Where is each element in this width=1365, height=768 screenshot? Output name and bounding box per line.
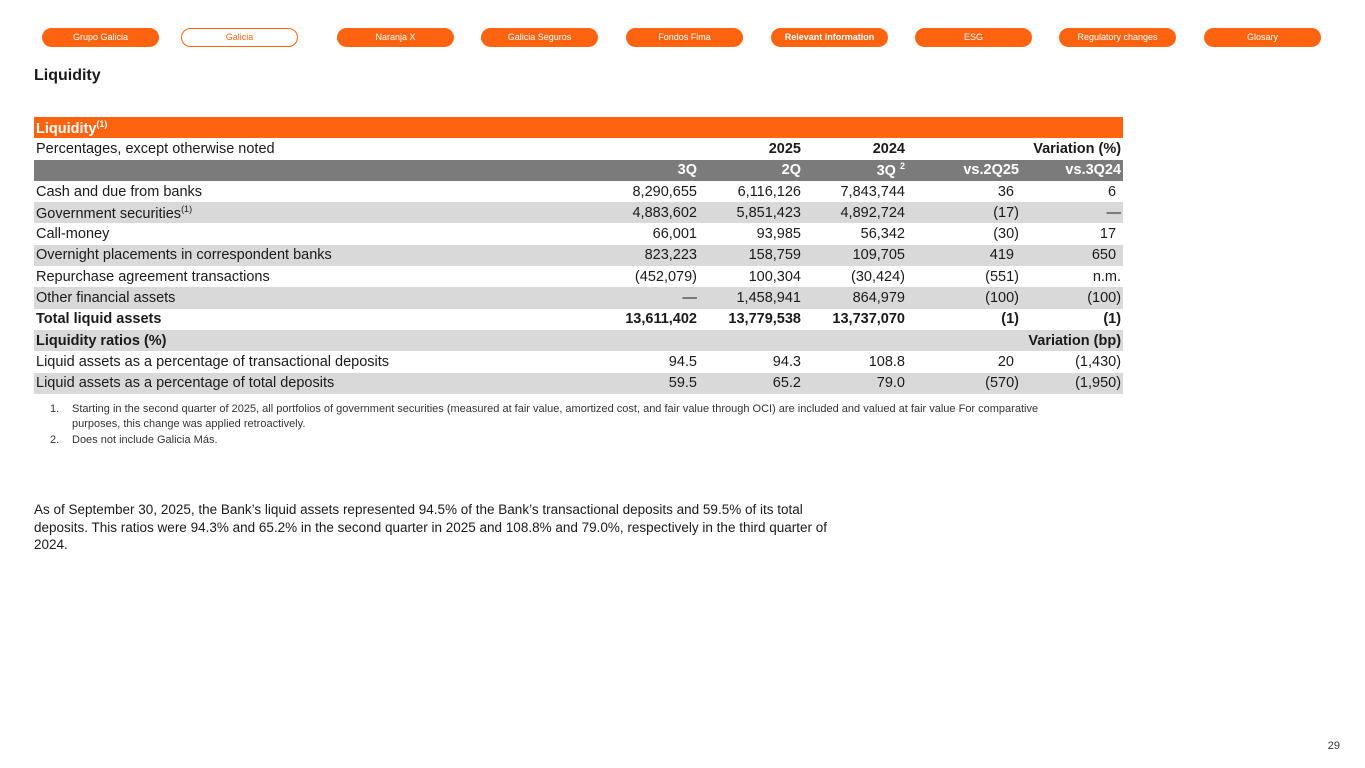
cell: 6,116,126: [699, 181, 803, 202]
footnote-text: Does not include Galicia Más.: [72, 434, 218, 446]
table-column-header: [34, 160, 1123, 181]
cell: 13,779,538: [699, 309, 803, 330]
row-label: Liquid assets as a percentage of total deposits: [34, 373, 554, 394]
cell: 13,737,070: [803, 309, 907, 330]
cell: (452,079): [554, 266, 699, 287]
nav-tab-grupo-galicia[interactable]: Grupo Galicia: [42, 28, 159, 47]
cell: 36: [907, 181, 1021, 202]
liquidity-table: [34, 117, 1123, 394]
year-2024-header: 2024: [803, 138, 907, 159]
row-label: Cash and due from banks: [34, 181, 554, 202]
cell: 823,223: [554, 245, 699, 266]
column-header: 2Q: [699, 160, 803, 181]
cell: 94.5: [554, 351, 699, 372]
row-label: Liquid assets as a percentage of transactional deposits: [34, 351, 554, 372]
nav-tab-galicia[interactable]: Galicia: [181, 28, 298, 47]
total-row: [34, 309, 1123, 330]
row-label: Government securities$^{(1)}$: [34, 202, 554, 223]
table-row: [34, 351, 1123, 372]
cell: 66,001: [554, 223, 699, 244]
cell: (1,950): [1021, 373, 1123, 394]
cell: (1,430): [1021, 351, 1123, 372]
cell: (17): [907, 202, 1021, 223]
cell: 79.0: [803, 373, 907, 394]
cell: 93,985: [699, 223, 803, 244]
page-number: 29: [1327, 740, 1340, 752]
body-paragraph: As of September 30, 2025, the Bank’s liquid assets represented 94.5% of the Bank’s transactional deposits and 59.5% of its total deposits. This ratios were 94.3% and 65.2% in the second quarter in 2025 and 108.8% and 79.0%, respectively in the third quarter of 2024.: [34, 502, 827, 552]
table-row: [34, 181, 1123, 202]
cell: 4,892,724: [803, 202, 907, 223]
cell: 158,759: [699, 245, 803, 266]
table-row: [34, 202, 1123, 223]
cell: 4,883,602: [554, 202, 699, 223]
footnote-number: 2.: [50, 434, 60, 446]
cell: (551): [907, 266, 1021, 287]
nav-tab-fondos-fima[interactable]: Fondos Fima: [626, 28, 743, 47]
column-header: 3Q: [554, 160, 699, 181]
ratios-variation-header: Variation (bp): [907, 330, 1123, 351]
cell: 59.5: [554, 373, 699, 394]
column-header: 3Q $^2$: [803, 160, 907, 181]
table-year-header: [34, 138, 1123, 159]
cell: 7,843,744: [803, 181, 907, 202]
cell: 109,705: [803, 245, 907, 266]
footnote: [50, 433, 1060, 448]
nav-tab-esg[interactable]: ESG: [915, 28, 1032, 47]
footnote-number: 1.: [50, 403, 60, 415]
table-row: [34, 373, 1123, 394]
nav-tab-naranja-x[interactable]: Naranja X: [337, 28, 454, 47]
cell: 108.8: [803, 351, 907, 372]
nav-tab-regulatory-changes[interactable]: Regulatory changes: [1059, 28, 1176, 47]
row-label: Call-money: [34, 223, 554, 244]
cell: 1,458,941: [699, 287, 803, 308]
ratios-header: Liquidity ratios (%): [34, 330, 554, 351]
cell: 94.3: [699, 351, 803, 372]
table-row: [34, 223, 1123, 244]
cell: 419: [907, 245, 1021, 266]
table-subtitle: Percentages, except otherwise noted: [34, 138, 554, 159]
cell: n.m.: [1021, 266, 1123, 287]
cell: (1): [907, 309, 1021, 330]
cell: —: [1021, 202, 1123, 223]
nav-tab-galicia-seguros[interactable]: Galicia Seguros: [481, 28, 598, 47]
cell: 5,851,423: [699, 202, 803, 223]
nav-tab-relevant-information[interactable]: Relevant information: [771, 28, 888, 47]
cell: —: [554, 287, 699, 308]
cell: 20: [907, 351, 1021, 372]
cell: 8,290,655: [554, 181, 699, 202]
cell: 864,979: [803, 287, 907, 308]
row-label: Repurchase agreement transactions: [34, 266, 554, 287]
table-banner-title: Liquidity$^{(1)}$: [34, 117, 1123, 138]
cell: 65.2: [699, 373, 803, 394]
ratios-header-row: [34, 330, 1123, 351]
top-nav: [42, 28, 1322, 47]
cell: 100,304: [699, 266, 803, 287]
cell: 13,611,402: [554, 309, 699, 330]
cell: (100): [907, 287, 1021, 308]
cell: (30,424): [803, 266, 907, 287]
variation-header: Variation (%): [907, 138, 1123, 159]
cell: 56,342: [803, 223, 907, 244]
nav-tab-glosary[interactable]: Glosary: [1204, 28, 1321, 47]
cell: 650: [1021, 245, 1123, 266]
cell: 6: [1021, 181, 1123, 202]
row-label: Overnight placements in correspondent banks: [34, 245, 554, 266]
row-label: Total liquid assets: [34, 309, 554, 330]
cell: (100): [1021, 287, 1123, 308]
table-row: [34, 287, 1123, 308]
footnote-text: Starting in the second quarter of 2025, all portfolios of government securities (measured at fair value, amortized cost, and fair value through OCI) are included and valued at fair value For comparative purposes, this change was applied retroactively.: [72, 403, 1039, 430]
table-row: [34, 245, 1123, 266]
cell: (30): [907, 223, 1021, 244]
footnote: [50, 402, 1060, 432]
cell: (1): [1021, 309, 1123, 330]
page-title: Liquidity: [34, 67, 101, 84]
year-2025-header: 2025: [699, 138, 803, 159]
table-banner: [34, 117, 1123, 138]
cell: (570): [907, 373, 1021, 394]
cell: 17: [1021, 223, 1123, 244]
column-header: vs.2Q25: [907, 160, 1021, 181]
footnotes: [50, 402, 1060, 449]
table-row: [34, 266, 1123, 287]
row-label: Other financial assets: [34, 287, 554, 308]
column-header: vs.3Q24: [1021, 160, 1123, 181]
